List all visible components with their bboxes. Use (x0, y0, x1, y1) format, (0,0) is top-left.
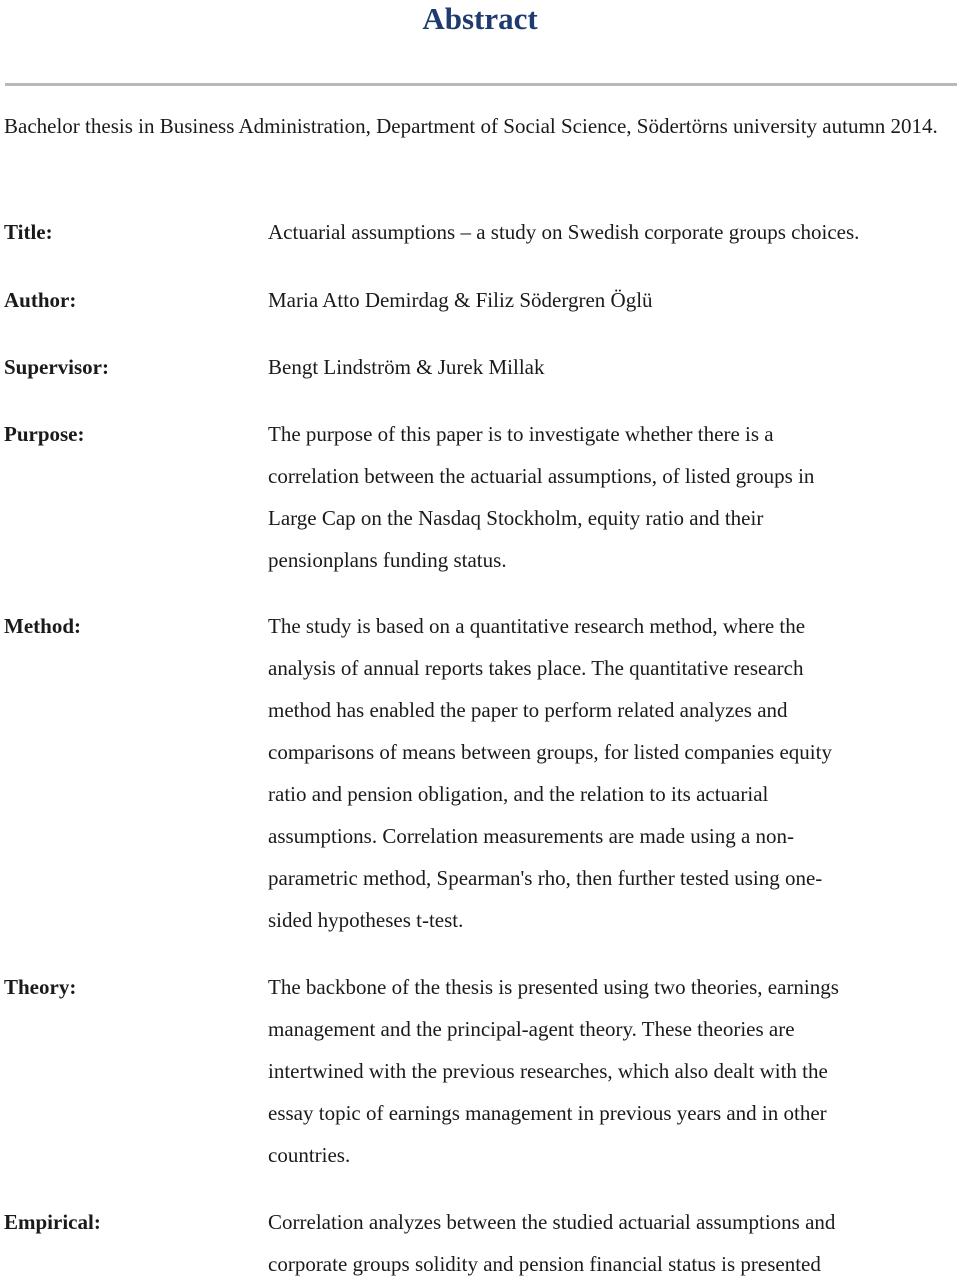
method-line: parametric method, Spearman's rho, then further tested using one- (268, 866, 823, 890)
supervisor-value (268, 346, 948, 388)
supervisor-text: Bengt Lindström & Jurek Millak (268, 355, 545, 379)
purpose-line: Large Cap on the Nasdaq Stockholm, equity ratio and their (268, 506, 764, 530)
author-label: Author: (4, 288, 77, 312)
method-value (268, 605, 948, 941)
theory-line: intertwined with the previous researches, which also dealt with the (268, 1059, 828, 1083)
method-line: assumptions. Correlation measurements are made using a non- (268, 824, 795, 848)
method-line: The study is based on a quantitative research method, where the (268, 614, 806, 638)
purpose-line: correlation between the actuarial assumptions, of listed groups in (268, 464, 815, 488)
theory-label: Theory: (4, 975, 77, 999)
author-value (268, 279, 948, 321)
author-text: Maria Atto Demirdag & Filiz Södergren Öglü (268, 288, 653, 312)
title-value (268, 211, 960, 253)
purpose-line: pensionplans funding status. (268, 548, 507, 572)
purpose-value (268, 413, 948, 581)
supervisor-label: Supervisor: (4, 355, 109, 379)
theory-line: essay topic of earnings management in previous years and in other (268, 1101, 827, 1125)
empirical-label: Empirical: (4, 1210, 101, 1234)
heading-divider (5, 83, 957, 86)
title-text: Actuarial assumptions – a study on Swedish corporate groups choices. (268, 220, 860, 244)
theory-line: The backbone of the thesis is presented using two theories, earnings (268, 975, 839, 999)
empirical-value (268, 1201, 948, 1285)
page-title: Abstract (422, 1, 538, 36)
method-line: sided hypotheses t-test. (268, 908, 464, 932)
empirical-line: Correlation analyzes between the studied actuarial assumptions and (268, 1210, 836, 1234)
method-line: analysis of annual reports takes place. The quantitative research (268, 656, 804, 680)
method-line: comparisons of means between groups, for listed companies equity (268, 740, 832, 764)
theory-line: management and the principal-agent theory. These theories are (268, 1017, 795, 1041)
theory-value (268, 966, 948, 1176)
method-line: method has enabled the paper to perform related analyzes and (268, 698, 788, 722)
purpose-label: Purpose: (4, 422, 85, 446)
purpose-line: The purpose of this paper is to investigate whether there is a (268, 422, 774, 446)
method-line: ratio and pension obligation, and the relation to its actuarial (268, 782, 769, 806)
title-label: Title: (4, 220, 53, 244)
method-label: Method: (4, 614, 81, 638)
thesis-intro: Bachelor thesis in Business Administration, Department of Social Science, Södertörns university autumn 2014. (4, 114, 938, 138)
theory-line: countries. (268, 1143, 351, 1167)
empirical-line: corporate groups solidity and pension financial status is presented (268, 1252, 821, 1276)
